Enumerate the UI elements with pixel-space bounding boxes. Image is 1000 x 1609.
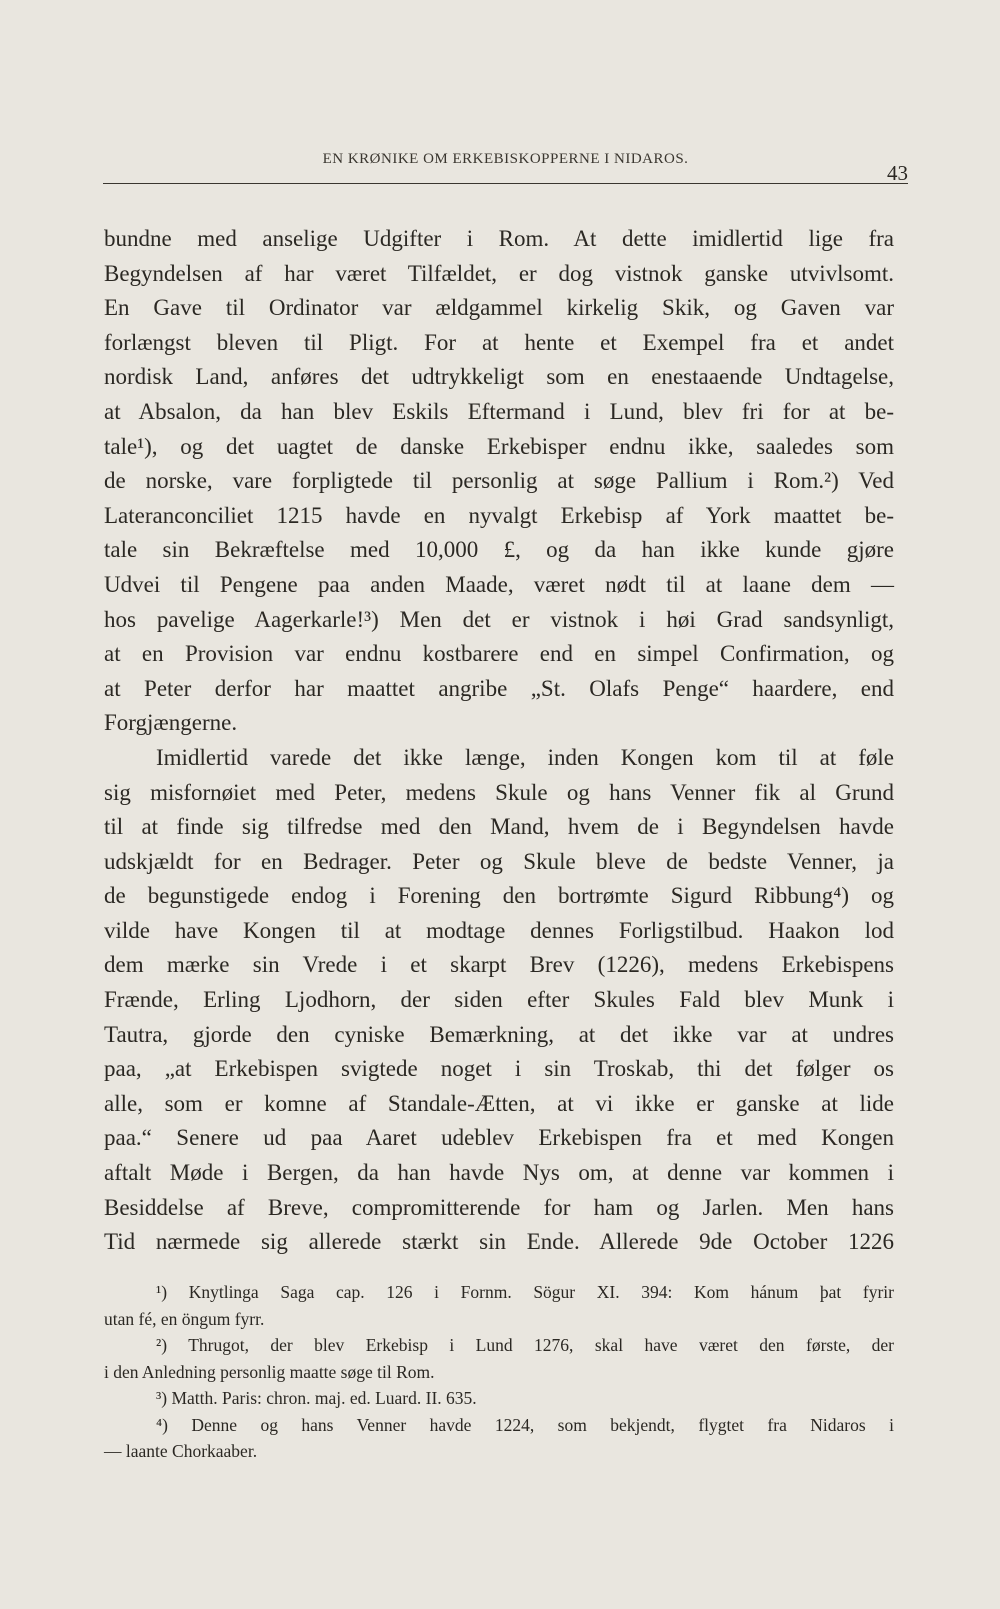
footnote-4: ⁴) Denne og hans Venner havde 1224, som bekjendt, flygtet fra Nidaros i [156,1414,894,1435]
body-line: Udvei til Pengene paa anden Maade, været nødt til at laane dem — [104,571,894,597]
body-line: En Gave til Ordinator var ældgammel kirkelig Skik, og Gaven var [104,295,894,321]
body-line: dem mærke sin Vrede i et skarpt Brev (1226), medens Erkebispens [104,952,894,978]
body-line: Tautra, gjorde den cyniske Bemærkning, at det ikke var at undres [104,1021,894,1047]
footnote-2: ²) Thrugot, der blev Erkebisp i Lund 1276, skal have været den første, der [156,1335,894,1355]
body-line: at Peter derfor har maattet angribe „St. Olafs Penge“ haardere, end [104,675,894,701]
body-line: sig misfornøiet med Peter, medens Skule og hans Venner fik al Grund [104,779,894,805]
body-line: nordisk Land, anføres det udtrykkeligt som en enestaaende Undtagelse, [104,364,894,390]
body-line: vilde have Kongen til at modtage dennes Forligstilbud. Haakon lod [104,917,894,943]
body-line: tale¹), og det uagtet de danske Erkebisper endnu ikke, saaledes som [104,433,894,459]
body-line: Besiddelse af Breve, compromitterende for ham og Jarlen. Men hans [104,1194,894,1220]
footnote-1: ¹) Knytlinga Saga cap. 126 i Fornm. Sögur XI. 394: Kom hánum þat fyrir [156,1282,894,1302]
body-line: forlængst bleven til Pligt. For at hente et Exempel fra et andet [104,329,894,355]
footnote-line: — laante Chorkaaber. [104,1441,258,1461]
body-line: at Absalon, da han blev Eskils Eftermand i Lund, blev fri for at be- [104,398,894,424]
footnote-3: ³) Matth. Paris: chron. maj. ed. Luard. II. 635. [156,1388,477,1408]
body-line: til at finde sig tilfredse med den Mand, hvem de i Begyndelsen havde [104,814,894,840]
body-line: Tid nærmede sig allerede stærkt sin Ende. Allerede 9de October 1226 [104,1229,894,1255]
body-line: paa.“ Senere ud paa Aaret udeblev Erkebispen fra et med Kongen [104,1125,894,1151]
running-header [103,145,908,184]
body-line: at en Provision var endnu kostbarere end en simpel Confirmation, og [104,641,894,667]
body-text [104,222,894,1260]
footnotes [104,1279,894,1465]
body-line: de begunstigede endog i Forening den bortrømte Sigurd Ribbung⁴) og [104,883,894,909]
body-line: Begyndelsen af har været Tilfældet, er dog vistnok ganske utvivlsomt. [104,260,894,286]
body-line: paa, „at Erkebispen svigtede noget i sin Troskab, thi det følger os [104,1056,894,1082]
body-line: Frænde, Erling Ljodhorn, der siden efter Skules Fald blev Munk i [104,987,894,1013]
running-title: EN KRØNIKE OM ERKEBISKOPPERNE I NIDAROS. [322,151,689,167]
page-number: 43 [887,161,908,185]
body-line: Forgjængerne. [104,710,238,736]
footnote-line: utan fé, en öngum fyrr. [104,1308,265,1329]
body-line: aftalt Møde i Bergen, da han havde Nys om, at denne var kommen i [104,1160,894,1186]
body-line: tale sin Bekræftelse med 10,000 £, og da han ikke kunde gjøre [104,537,894,563]
body-line: Lateranconciliet 1215 havde en nyvalgt Erkebisp af York maattet be- [104,502,894,528]
body-line: alle, som er komne af Standale-Ætten, at vi ikke er ganske at lide [104,1090,894,1116]
body-line: udskjældt for en Bedrager. Peter og Skule bleve de bedste Venner, ja [104,848,894,874]
footnote-line: i den Anledning personlig maatte søge til Rom. [104,1361,435,1382]
body-line: bundne med anselige Udgifter i Rom. At dette imidlertid lige fra [104,226,894,251]
body-line: de norske, vare forpligtede til personlig at søge Pallium i Rom.²) Ved [104,468,894,494]
paragraph-start-line: Imidlertid varede det ikke længe, inden Kongen kom til at føle [156,744,894,770]
body-line: hos pavelige Aagerkarle!³) Men det er vistnok i høi Grad sandsynligt, [104,606,894,632]
